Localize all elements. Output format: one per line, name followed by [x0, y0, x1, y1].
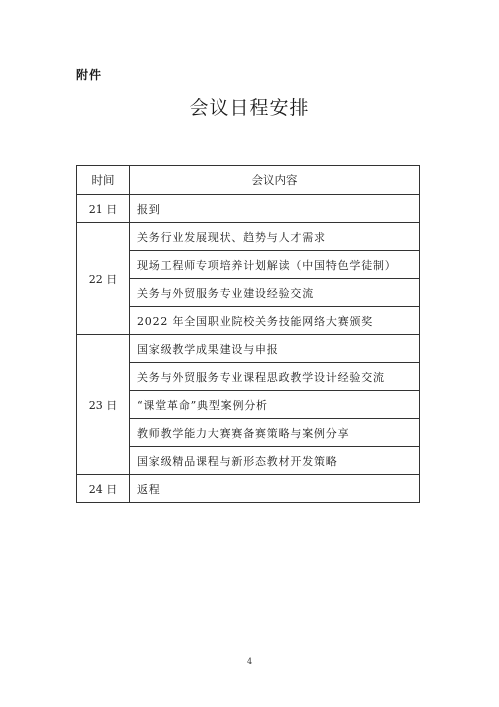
agenda-item: 返程 — [130, 475, 420, 503]
table-row — [77, 223, 420, 251]
agenda-item: 2022 年全国职业院校关务技能网络大赛颁奖 — [130, 307, 420, 335]
day-cell: 23 日 — [77, 335, 130, 475]
table-row — [77, 195, 420, 223]
agenda-item: 国家级教学成果建设与申报 — [130, 335, 420, 363]
agenda-item: 报到 — [130, 195, 420, 223]
agenda-item: 关务与外贸服务专业建设经验交流 — [130, 279, 420, 307]
agenda-item: 关务与外贸服务专业课程思政教学设计经验交流 — [130, 363, 420, 391]
table-row — [77, 335, 420, 363]
table-row — [77, 475, 420, 503]
day-cell: 21 日 — [77, 195, 130, 223]
agenda-item: “课堂革命”典型案例分析 — [130, 391, 420, 419]
header-time: 时间 — [77, 166, 130, 195]
schedule-table — [76, 165, 420, 503]
table-header-row — [77, 166, 420, 195]
day-cell: 24 日 — [77, 475, 130, 503]
day-cell: 22 日 — [77, 223, 130, 335]
agenda-item: 关务行业发展现状、趋势与人才需求 — [130, 223, 420, 251]
page-number: 4 — [246, 657, 253, 666]
header-content: 会议内容 — [130, 166, 420, 195]
agenda-item: 教师教学能力大赛赛备赛策略与案例分享 — [130, 419, 420, 447]
agenda-item: 现场工程师专项培养计划解读（中国特色学徒制） — [130, 251, 420, 279]
agenda-item: 国家级精品课程与新形态教材开发策略 — [130, 447, 420, 475]
page-title: 会议日程安排 — [189, 97, 310, 119]
attachment-label: 附件 — [76, 68, 103, 82]
